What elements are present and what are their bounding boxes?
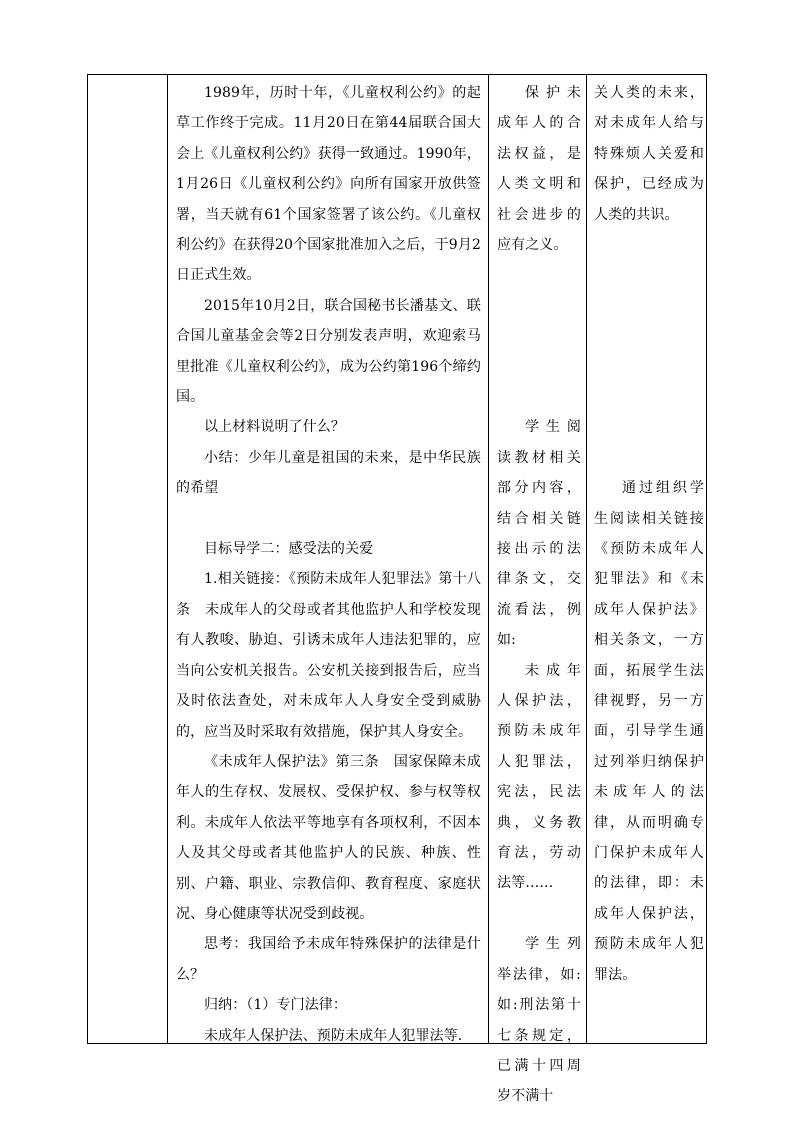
- column-divider: [586, 75, 587, 1043]
- student-activity-text: 未成年人保护法，预防未成年人犯罪法，宪法，民法典，义务教育法，劳动法等……: [497, 662, 581, 892]
- goal-heading-two: 目标导学二：感受法的关爱: [204, 541, 374, 558]
- student-activity-text: 保护未成年人的合法权益，是人类文明和社会进步的应有之义。: [497, 85, 581, 254]
- teaching-content-column: [169, 75, 487, 1043]
- paragraph-somalia-ratification: 2015年10月2日，联合国秘书长潘基文、联合国儿童基金会等2日分别发表声明，欢迎索马里批准《儿童权利公约》，成为公约第196个缔约国。: [176, 297, 481, 406]
- related-link-protection-law: 《未成年人保护法》第三条 国家保障未成年人的生存权、发展权、受保护权、参与权等权利。未成年人依法平等地享有各项权利，不因本人及其父母或者其他监护人的民族、种族、性别、户籍、职业、宗教信仰、教育程度、家庭状况、身心健康等状况受到歧视。: [176, 753, 481, 922]
- induction-laws: 未成年人保护法、预防未成年人犯罪法等.: [204, 1027, 463, 1044]
- think-question: 思考：我国给予未成年特殊保护的法律是什么？: [176, 936, 481, 983]
- design-intent-text: 关人类的未来，对未成年人给与特殊烦人关爱和保护，已经成为人类的共识。: [594, 85, 704, 223]
- student-activity-column: [490, 75, 585, 1105]
- column-divider: [167, 75, 168, 1043]
- paragraph-convention-history: 1989年，历时十年，《儿童权利公约》的起草工作终于完成。11月20日在第44届联合国大会上《儿童权利公约》获得一致通过。1990年，1月26日《儿童权利公约》向所有国家开放供签署，当天就有61个国家签署了该公约。《儿童权利公约》在获得20个国家批准加入之后，于9月2日正式生效。: [176, 85, 481, 284]
- design-intent-text: 通过组织学生阅读相关链接《预防未成年人犯罪法》和《未成年人保护法》相关条文，一方面，拓展学生法律视野，另一方面，引导学生通过列举归纳保护未成年人的法律，从而明确专门保护未成年人的法律，即：未成年人保护法，预防未成年人犯罪法。: [594, 480, 704, 983]
- student-activity-text: 学生阅读教材相关部分内容，结合相关链接出示的法律条文，交流看法，例如:: [497, 419, 581, 649]
- lesson-table: [87, 74, 707, 1105]
- induction-heading: 归纳：（1）专门法律：: [204, 997, 348, 1014]
- column-divider: [488, 75, 489, 1043]
- related-link-crime-prevention: 1.相关链接：《预防未成年人犯罪法》第十八条 未成年人的父母或者其他监护人和学校发现有人教唆、胁迫、引诱未成年人违法犯罪的，应当向公安机关报告。公安机关接到报告后，应当及时依法查处，对未成年人人身安全受到威胁的，应当及时采取有效措施，保护其人身安全。: [176, 571, 481, 740]
- summary-text: 小结：少年儿童是祖国的未来，是中华民族的希望: [176, 449, 481, 497]
- question-material: 以上材料说明了什么？: [204, 419, 345, 436]
- design-intent-column: [588, 75, 708, 1043]
- student-activity-text: 学生列举法律，如:如:刑法第十七条规定，已满十四周岁不满十: [497, 936, 581, 1105]
